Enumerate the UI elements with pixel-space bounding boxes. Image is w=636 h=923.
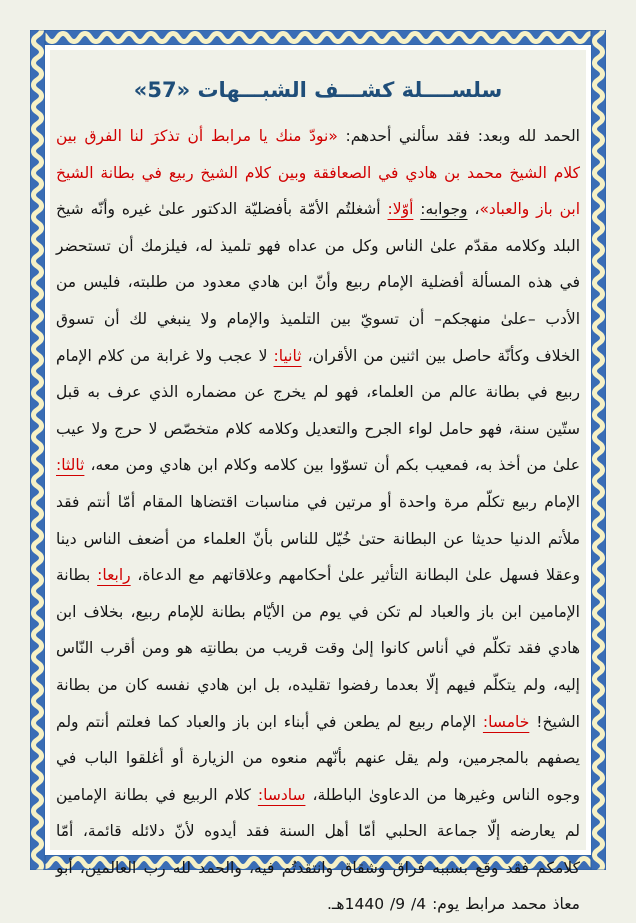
preamble-text: الحمد لله وبعد: فقد سألني أحدهم:	[337, 127, 580, 145]
section-text-first: أشغلتُم الأمّة بأفضليّة الدكتور علىٰ غيره وأنّه شيخ البلد وكلامه مقدّم علىٰ الناس وكل من عداه فهو تلميذ له، فيلزمك أن تستحضر في هذه المسألة أفضلية الإمام ربيع وأنّ ابن هادي معدود من طلبته، فليس من الأدب –علىٰ منهجكم– أن تسويّ بين التلميذ والإمام ولا ينبغي لك أن تسوق الخلاف وكأنّة حاصل بين اثنين من الأقران،	[56, 200, 580, 365]
section-text-sixth-and-signature: كلام الربيع في بطانة الإمامين لم يعارضه إلّا جماعة الحلبي أمّا أهل السنة فقد أيدوه لأنّ دلائله قائمة، أمّا كلامكم فقد وقع بسببه فراق وشقاق وانتقدتُم فيه، والحمد لله رب العالمين، أبو معاذ محمد مرابط يوم: 4/ 9/ 1440هـ.	[56, 785, 580, 914]
section-marker-fifth: خامسا:	[482, 712, 530, 731]
content-area	[56, 58, 580, 914]
section-text-fourth: بطانة الإمامين ابن باز والعباد لم تكن في يوم من الأيّام بطانة للإمام ربيع، بخلاف ابن هادي فقد تكلّم في أناس كانوا إلىٰ وقت قريب من بطانتِه هو ومن أقرب النّاس إليه، ولم يتكلّم فيهم إلّا بعدما رفضوا تقليده، بل ابن هادي نفسه كان من بطانة الشيخ!	[56, 566, 580, 731]
page-title: سلســــلة كشـــف الشبـــهات «57»	[133, 78, 503, 102]
body-text	[56, 118, 580, 923]
text-segment: ،	[467, 200, 480, 219]
section-text-second: لا عجب ولا غرابة من كلام الإمام ربيع في بطانة عالم من العلماء، فهو لم يخرج عن مضماره الذي عرف به قبل ستّين سنة، فهو حامل لواء الجرح والتعديل وكلامه كلام متخصّص لا حرج ولا عيب علىٰ من أخذ به، فمعيب بكم أن تسوّوا بين كلامه وكلام ابن هادي ومن معه،	[56, 346, 580, 475]
section-marker-second: ثانيا:	[273, 346, 302, 365]
section-marker-sixth: سادسا:	[257, 785, 306, 804]
inquiry-quote: «نودّ منك يا مرابط أن تذكرَ لنا الفرق بين كلام الشيخ محمد بن هادي في الصعافقة وبين كلام الشيخ ربيع في بطانة الشيخ ابن باز والعباد»	[56, 127, 580, 219]
answer-label: وجوابه:	[420, 200, 468, 219]
section-marker-fourth: رابعا:	[97, 566, 131, 585]
section-text-third: الإمام ربيع تكلّم مرة واحدة أو مرتين في مناسبات اقتضاها المقام أمّا أنتم فقد ملأتم الدنيا حديثا عن البطانة حتىٰ خُيّل للناس بأنّ العلماء من أضعف الناس دينا وعقلا فسهل علىٰ البطانة التأثير علىٰ أحكامهم وعلاقاتهم مع الدعاة،	[56, 492, 580, 585]
section-text-fifth: الإمام ربيع لم يطعن في أبناء ابن باز والعباد كما فعلتم أنتم ولم يصفهم بالمجرمين، ولم يقل عنهم بأنّهم منعوه من الزيارة أو أغلقوا الباب في وجوه الناس وغيرها من الدعاوىٰ الباطلة،	[56, 712, 580, 804]
section-marker-first: أوّلا:	[387, 200, 414, 219]
section-marker-third: ثالثا:	[56, 456, 85, 475]
